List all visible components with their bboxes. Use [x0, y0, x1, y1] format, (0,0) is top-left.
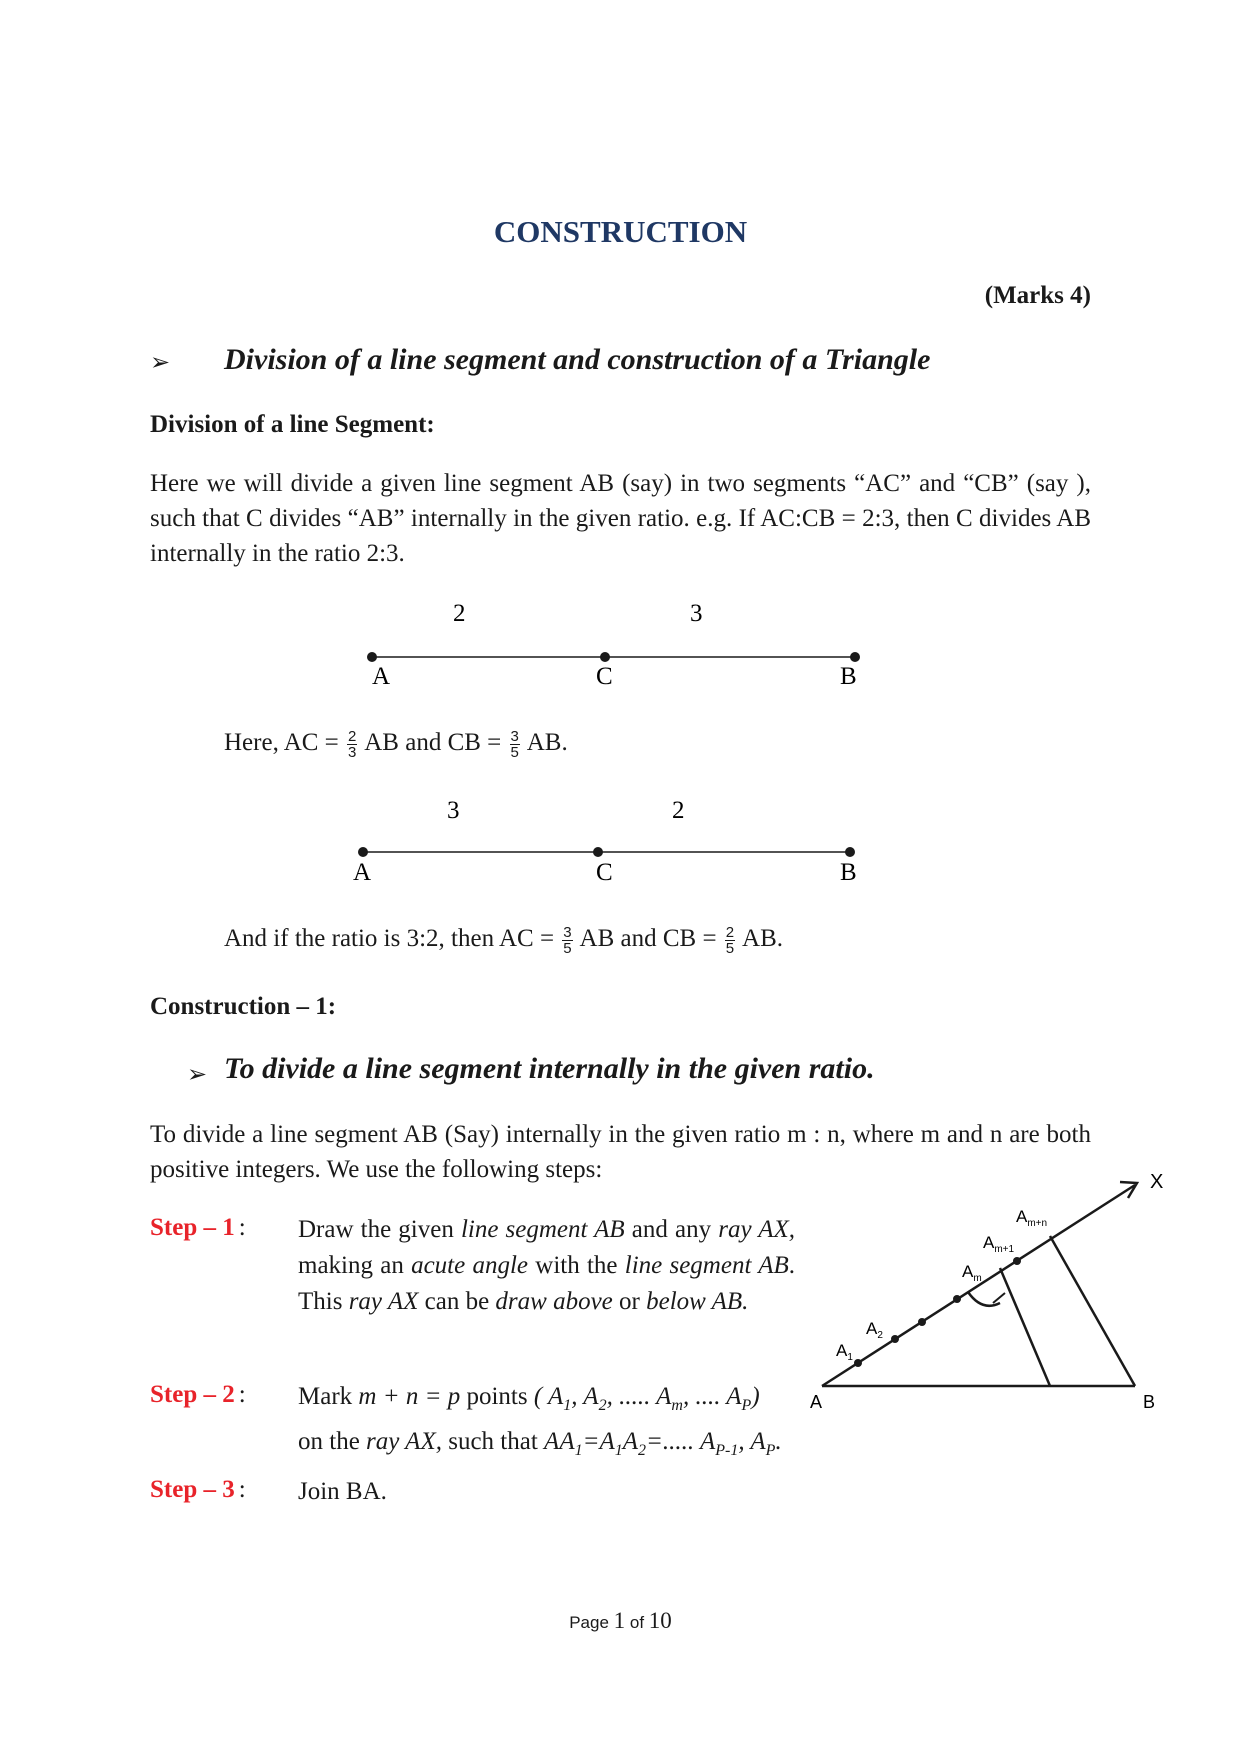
subscript: 1 — [563, 1397, 572, 1414]
ratio-label-left: 2 — [453, 600, 466, 627]
point-am-dot — [953, 1295, 961, 1303]
subscript: 1 — [574, 1442, 583, 1459]
fraction-cb — [510, 729, 520, 760]
construction-intro: To divide a line segment AB (Say) internally in the given ratio m : n, where m and n are both positive integers. We use the following steps: — [150, 1121, 1091, 1183]
step-2-label-group — [150, 1381, 246, 1409]
label-am — [962, 1262, 982, 1284]
text-run: AA — [544, 1428, 575, 1455]
label-a: A — [810, 1392, 823, 1412]
point-a2-dot — [891, 1335, 899, 1343]
text-run: , A — [738, 1428, 766, 1455]
text-run: and any — [624, 1216, 719, 1243]
text-run: A — [622, 1428, 639, 1455]
ray-ax — [822, 1185, 1135, 1386]
subscript: P-1 — [715, 1442, 739, 1459]
and-ratio-line — [224, 921, 783, 956]
footer-page-word: Page — [569, 1613, 609, 1632]
label-x: X — [1150, 1171, 1164, 1193]
label-main: A — [983, 1233, 995, 1252]
fraction-cb — [725, 925, 735, 956]
step-label: Step – 3 — [150, 1476, 235, 1503]
subscript: m — [671, 1397, 683, 1414]
step-1-label-group — [150, 1214, 246, 1242]
text-run: or — [612, 1288, 647, 1315]
text-run: ray AX, — [366, 1428, 442, 1455]
text-run: points — [460, 1383, 534, 1410]
ratio-label-left: 3 — [447, 797, 460, 824]
label-main: A — [962, 1262, 974, 1281]
here-middle: AB and CB = — [364, 729, 502, 756]
angle-tick — [993, 1293, 1005, 1303]
label-sub: 1 — [847, 1352, 853, 1363]
fraction-denominator: 5 — [725, 939, 735, 957]
page-footer — [0, 1608, 1241, 1634]
point-c-label: C — [596, 859, 613, 886]
fraction-denominator: 5 — [510, 743, 519, 761]
step-colon: : — [238, 1214, 246, 1241]
segment-figure-3-2 — [300, 792, 900, 892]
subscript: 1 — [614, 1442, 623, 1459]
label-main: A — [836, 1341, 848, 1360]
fraction-ac — [562, 925, 572, 956]
text-run: line segment AB — [624, 1252, 789, 1279]
page-title: CONSTRUCTION — [493, 214, 748, 249]
point-b-label: B — [840, 663, 857, 690]
and-prefix: And if the ratio is 3:2, then AC = — [224, 925, 555, 952]
subscript: 2 — [638, 1442, 647, 1459]
label-sub: m+n — [1027, 1218, 1048, 1229]
step-2-text — [298, 1379, 858, 1469]
division-intro: Here we will divide a given line segment AB (say) in two segments “AC” and “CB” (say ), such that C divides “AB” internally in the given ratio. e.g. If AC:CB = 2:3, then C divides AB internally in the ratio 2:3. — [150, 470, 1091, 567]
step-1-text — [298, 1212, 795, 1320]
point-b-label: B — [840, 859, 857, 886]
bullet-arrow-icon: ➢ — [150, 350, 171, 376]
text-run: , ..... A — [606, 1383, 672, 1410]
text-run: , A — [571, 1383, 599, 1410]
text-run: such that — [441, 1428, 545, 1455]
footer-total-pages: 10 — [648, 1608, 672, 1633]
text-run: Mark — [298, 1383, 359, 1410]
fraction-numerator: 3 — [510, 727, 519, 745]
label-b: B — [1143, 1392, 1156, 1412]
footer-page-number: 1 — [613, 1608, 626, 1633]
marks-label: (Marks 4) — [984, 282, 1091, 309]
text-run: line segment AB — [460, 1216, 625, 1243]
step-label: Step – 2 — [150, 1381, 235, 1408]
step-3-label-group — [150, 1476, 246, 1504]
text-run: on the — [298, 1428, 367, 1455]
point-b-dot — [850, 652, 860, 662]
text-run: =..... A — [646, 1428, 716, 1455]
label-amn — [1016, 1207, 1047, 1229]
text-run: ( A — [533, 1383, 564, 1410]
and-middle: AB and CB = — [579, 925, 717, 952]
label-sub: m — [973, 1273, 982, 1284]
point-a-dot — [358, 847, 368, 857]
text-run: =A — [582, 1428, 615, 1455]
step-label: Step – 1 — [150, 1214, 235, 1241]
fraction-denominator: 5 — [563, 939, 572, 957]
here-ratio-line — [224, 725, 568, 760]
section-heading: Division of a line segment and construction of a Triangle — [224, 343, 931, 376]
here-prefix: Here, AC = — [224, 729, 339, 756]
text-run: below AB. — [646, 1288, 749, 1315]
fraction-denominator: 3 — [348, 743, 357, 761]
text-run: draw above — [495, 1288, 613, 1315]
label-main: A — [866, 1319, 878, 1338]
ratio-label-right: 3 — [690, 600, 703, 627]
step-colon: : — [238, 1381, 246, 1408]
label-sub: m+1 — [994, 1244, 1015, 1255]
point-c-label: C — [596, 663, 613, 690]
subscript: P — [741, 1397, 752, 1414]
point-a1-dot — [854, 1359, 862, 1367]
text-run: , .... A — [682, 1383, 742, 1410]
construction-subheading: Construction – 1: — [150, 993, 337, 1020]
angle-arc — [968, 1292, 1000, 1306]
point-b-dot — [845, 847, 855, 857]
and-suffix: AB. — [742, 925, 783, 952]
subscript: 2 — [598, 1397, 607, 1414]
label-am1 — [983, 1233, 1015, 1255]
label-main: A — [1016, 1207, 1028, 1226]
text-run: . — [775, 1428, 782, 1455]
text-run: can be — [418, 1288, 496, 1315]
construction-heading: To divide a line segment internally in the given ratio. — [224, 1052, 875, 1085]
text-run: m + n = p — [358, 1383, 461, 1410]
bullet-arrow-icon: ➢ — [187, 1062, 208, 1088]
text-run: ray AX, — [718, 1216, 795, 1243]
point-a-dot — [367, 652, 377, 662]
point-c-dot — [593, 847, 603, 857]
step-2-line-2 — [298, 1424, 858, 1469]
segment-figure-2-3 — [300, 595, 900, 695]
division-subheading: Division of a line Segment: — [150, 411, 435, 438]
text-run: ray AX — [348, 1288, 419, 1315]
parallel-line-c — [1000, 1268, 1050, 1386]
label-a1 — [836, 1341, 853, 1363]
label-sub: 2 — [877, 1330, 883, 1341]
step-colon: : — [238, 1476, 246, 1503]
fraction-numerator: 2 — [725, 923, 735, 941]
ratio-label-right: 2 — [672, 797, 685, 824]
text-run: acute angle — [411, 1252, 529, 1279]
step-2-line-1 — [298, 1379, 858, 1424]
footer-of-word: of — [629, 1613, 645, 1632]
point-a-label: A — [372, 663, 391, 690]
point-c-dot — [600, 652, 610, 662]
fraction-numerator: 3 — [563, 923, 572, 941]
fraction-ac — [347, 729, 357, 760]
text-run: making an — [298, 1252, 412, 1279]
fraction-numerator: 2 — [348, 727, 357, 745]
text-run: ) — [751, 1383, 760, 1410]
here-suffix: AB. — [526, 729, 568, 756]
point-am1-dot — [1013, 1257, 1021, 1265]
text-run: Draw the given — [298, 1216, 461, 1243]
construction-diagram — [810, 1160, 1210, 1420]
label-a2 — [866, 1319, 883, 1341]
line-amn-b — [1050, 1236, 1135, 1386]
text-run: . This — [298, 1252, 795, 1315]
step-3-text: Join BA. — [298, 1478, 387, 1505]
text-run: with the — [528, 1252, 625, 1279]
point-dot — [918, 1318, 926, 1326]
point-a-label: A — [353, 859, 372, 886]
subscript: P — [765, 1442, 776, 1459]
